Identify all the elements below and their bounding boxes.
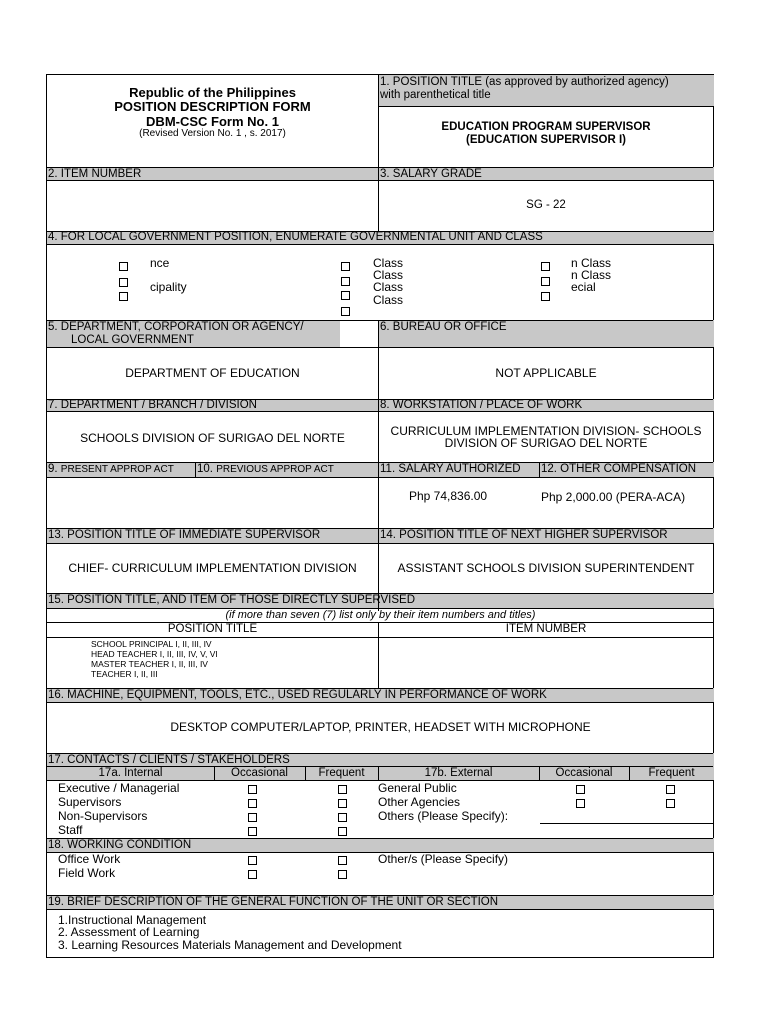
supervised-item-4: TEACHER I, II, III	[91, 669, 158, 679]
internal-frequent-header: Frequent	[318, 767, 365, 779]
salary-authorized-value: Php 74,836.00	[409, 489, 488, 503]
bureau-label: 6. BUREAU OR OFFICE	[380, 321, 507, 333]
working-condition-label: 18. WORKING CONDITION	[48, 839, 192, 851]
contacts-label: 17. CONTACTS / CLIENTS / STAKEHOLDERS	[48, 754, 290, 766]
office-work-occasional-checkbox[interactable]	[248, 856, 257, 865]
division-value: SCHOOLS DIVISION OF SURIGAO DEL NORTE	[80, 431, 345, 445]
external-header: 17b. External	[424, 767, 493, 779]
previous-approp-label	[197, 463, 334, 476]
salary-grade-value: SG - 22	[526, 199, 566, 211]
supervised-item-3: MASTER TEACHER I, II, III, IV	[91, 659, 208, 669]
non-supervisors-occasional-checkbox[interactable]	[248, 813, 257, 822]
city-class-2-checkbox[interactable]	[541, 277, 550, 286]
position-title-label-2: with parenthetical title	[380, 89, 491, 101]
internal-supervisors: Supervisors	[58, 795, 122, 809]
field-work: Field Work	[58, 866, 116, 880]
external-other-agencies: Other Agencies	[378, 795, 461, 809]
general-public-occasional-checkbox[interactable]	[576, 785, 585, 794]
class-option-2: Class	[373, 268, 404, 282]
city-checkbox[interactable]	[119, 278, 128, 287]
municipality-checkbox[interactable]	[119, 292, 128, 301]
equipment-label: 16. MACHINE, EQUIPMENT, TOOLS, ETC., USED REGULARLY IN PERFORMANCE OF WORK	[48, 689, 547, 701]
department-value: DEPARTMENT OF EDUCATION	[125, 366, 300, 380]
other-agencies-frequent-checkbox[interactable]	[666, 799, 675, 808]
position-title-parenthetical: (EDUCATION SUPERVISOR I)	[466, 134, 626, 146]
external-general-public: General Public	[378, 781, 457, 795]
supervised-label: 15. POSITION TITLE, AND ITEM OF THOSE DIRECTLY SUPERVISED	[48, 594, 416, 606]
office-work: Office Work	[58, 852, 121, 866]
header-republic: Republic of the Philippines	[129, 85, 296, 100]
class-2-checkbox[interactable]	[341, 277, 350, 286]
class-option-4: Class	[373, 293, 404, 307]
position-title-value: EDUCATION PROGRAM SUPERVISOR	[441, 121, 651, 133]
division-label: 7. DEPARTMENT / BRANCH / DIVISION	[48, 399, 257, 411]
header-form-title: POSITION DESCRIPTION FORM	[114, 99, 311, 114]
class-3-checkbox[interactable]	[341, 291, 350, 300]
class-4-checkbox[interactable]	[341, 307, 350, 316]
workstation-label: 8. WORKSTATION / PLACE OF WORK	[380, 399, 583, 411]
staff-occasional-checkbox[interactable]	[248, 827, 257, 836]
general-function-label: 19. BRIEF DESCRIPTION OF THE GENERAL FUNCTION OF THE UNIT OR SECTION	[48, 896, 499, 908]
immediate-supervisor-label: 13. POSITION TITLE OF IMMEDIATE SUPERVISOR	[48, 529, 321, 541]
external-others-specify: Others (Please Specify):	[378, 809, 509, 823]
previous-approp-number: 10.	[197, 463, 213, 475]
internal-non-supervisors: Non-Supervisors	[58, 809, 148, 823]
present-approp-text: PRESENT APPROP ACT	[60, 464, 174, 475]
present-approp-number: 9.	[48, 463, 58, 475]
city-class-option-2: n Class	[571, 268, 612, 282]
executive-frequent-checkbox[interactable]	[338, 785, 347, 794]
salary-grade-label: 3. SALARY GRADE	[380, 168, 482, 180]
general-public-frequent-checkbox[interactable]	[666, 785, 675, 794]
header-revision: (Revised Version No. 1 , s. 2017)	[139, 128, 286, 139]
immediate-supervisor-value: CHIEF- CURRICULUM IMPLEMENTATION DIVISION	[68, 561, 357, 575]
city-class-option-1: n Class	[571, 256, 612, 270]
field-work-frequent-checkbox[interactable]	[338, 870, 347, 879]
internal-header: 17a. Internal	[98, 767, 163, 779]
external-occasional-header: Occasional	[555, 767, 613, 779]
executive-occasional-checkbox[interactable]	[248, 785, 257, 794]
previous-approp-text: PREVIOUS APPROP ACT	[216, 464, 334, 475]
non-supervisors-frequent-checkbox[interactable]	[338, 813, 347, 822]
header-form-number: DBM-CSC Form No. 1	[146, 114, 279, 129]
external-frequent-header: Frequent	[648, 767, 695, 779]
department-label-2: LOCAL GOVERNMENT	[71, 334, 194, 346]
position-title-label: 1. POSITION TITLE (as approved by authorized agency)	[380, 76, 669, 88]
office-work-frequent-checkbox[interactable]	[338, 856, 347, 865]
internal-executive: Executive / Managerial	[58, 781, 180, 795]
supervised-position-title-header: POSITION TITLE	[167, 623, 258, 635]
class-option-3: Class	[373, 280, 404, 294]
internal-staff: Staff	[58, 823, 83, 837]
local-government-label: 4. FOR LOCAL GOVERNMENT POSITION, ENUMERATE GOVERNMENTAL UNIT AND CLASS	[48, 231, 543, 243]
lgu-option-1: nce	[150, 256, 170, 270]
class-option-1: Class	[373, 256, 404, 270]
equipment-value: DESKTOP COMPUTER/LAPTOP, PRINTER, HEADSET WITH MICROPHONE	[170, 720, 591, 734]
department-label: 5. DEPARTMENT, CORPORATION OR AGENCY/	[48, 321, 304, 333]
working-condition-other: Other/s (Please Specify)	[378, 852, 509, 866]
city-class-1-checkbox[interactable]	[541, 262, 550, 271]
item-number-label: 2. ITEM NUMBER	[48, 168, 142, 180]
other-compensation-label: 12. OTHER COMPENSATION	[541, 463, 697, 475]
other-compensation-value: Php 2,000.00 (PERA-ACA)	[541, 490, 686, 504]
next-higher-supervisor-value: ASSISTANT SCHOOLS DIVISION SUPERINTENDENT	[397, 561, 695, 575]
supervised-item-2: HEAD TEACHER I, II, III, IV, V, VI	[91, 649, 218, 659]
bureau-value: NOT APPLICABLE	[495, 366, 597, 380]
internal-occasional-header: Occasional	[231, 767, 288, 779]
salary-authorized-label: 11. SALARY AUTHORIZED	[380, 463, 521, 475]
present-approp-label	[48, 463, 174, 476]
function-item-2: 2. Assessment of Learning	[58, 925, 200, 939]
special-checkbox[interactable]	[541, 292, 550, 301]
lgu-option-3: cipality	[150, 280, 187, 294]
workstation-value-1: CURRICULUM IMPLEMENTATION DIVISION- SCHOOLS	[390, 424, 702, 438]
field-work-occasional-checkbox[interactable]	[248, 870, 257, 879]
function-item-1: 1.Instructional Management	[58, 913, 207, 927]
supervised-item-1: SCHOOL PRINCIPAL I, II, III, IV	[91, 639, 212, 649]
staff-frequent-checkbox[interactable]	[338, 827, 347, 836]
next-higher-supervisor-label: 14. POSITION TITLE OF NEXT HIGHER SUPERVISOR	[380, 529, 668, 541]
other-agencies-occasional-checkbox[interactable]	[576, 799, 585, 808]
function-item-3: 3. Learning Resources Materials Management and Development	[58, 938, 402, 952]
supervisors-occasional-checkbox[interactable]	[248, 799, 257, 808]
province-checkbox[interactable]	[119, 262, 128, 271]
supervisors-frequent-checkbox[interactable]	[338, 799, 347, 808]
workstation-value-2: DIVISION OF SURIGAO DEL NORTE	[444, 436, 648, 450]
special-option: ecial	[571, 280, 596, 294]
class-1-checkbox[interactable]	[341, 262, 350, 271]
position-description-form	[46, 74, 714, 958]
supervised-item-number-header: ITEM NUMBER	[505, 623, 587, 635]
supervised-note: (if more than seven (7) list only by their item numbers and titles)	[225, 609, 536, 621]
